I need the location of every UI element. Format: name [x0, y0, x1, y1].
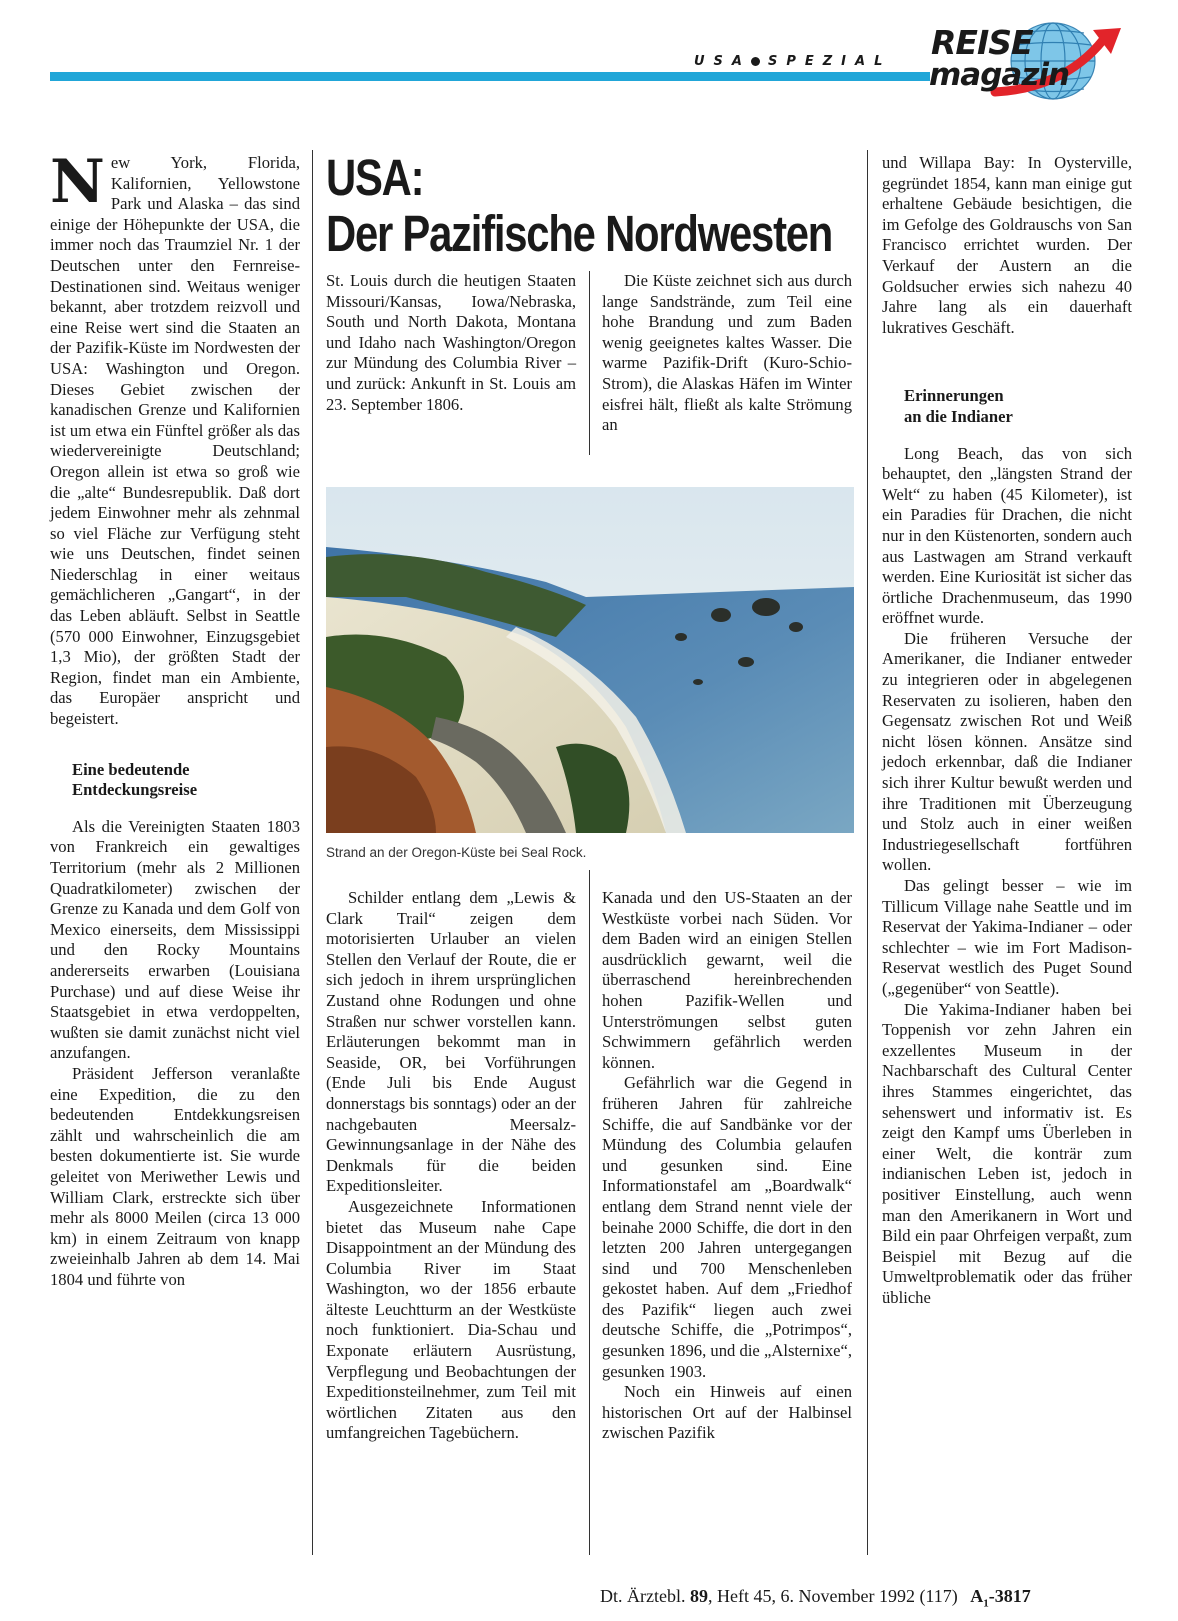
lead-paragraph: [50, 147, 300, 730]
logo-reise: REISE: [931, 23, 1033, 62]
kicker-spezial: SPEZIAL: [767, 53, 892, 69]
kicker-dot-icon: [751, 57, 760, 66]
column-2-top: [326, 271, 576, 415]
page-sub: 1: [983, 1597, 989, 1610]
photo-caption: Strand an der Oregon-Küste bei Seal Rock.: [326, 845, 587, 860]
column-4: [882, 153, 1132, 1308]
issue-info: , Heft 45, 6. November 1992 (117): [707, 1586, 958, 1606]
page-prefix: A: [970, 1586, 984, 1606]
lead-text: ew York, Florida, Kalifornien, Yellowstone Park und Alaska – das sind einige der Höhepunkte der USA, die immer noch das Traumziel Nr. 1 der Deutschen unter den Fernreise-Destinationen sind. Weitaus weniger bekannt, aber trotzdem reizvoll und eine Reise wert sind die Staaten an der Pazifik-Küste im Nordwesten der USA: Washington und Oregon. Dieses Gebiet zwischen der kanadischen Grenze und Kalifornien ist um etwa ein Fünftel größer als das wiedervereinigte Deutschland; Oregon allein ist etwa so groß wie die „alte“ Bundesrepublik. Daß dort jedem Einwohner mehr als zehnmal so viel Fläche zur Verfügung steht wie uns Deutschen, findet seinen Niederschlag in einer weitaus gemächlicheren „Gangart“, in der das Leben abläuft. Selbst in Seattle (570 000 Einwohner, Einzugsgebiet 1,3 Mio), der größten Stadt der Region, findet man ein Ambiente, das Europäer anspricht und begeistert.: [50, 153, 300, 729]
subhead-indianer: [904, 386, 1132, 427]
page-number: -3817: [988, 1586, 1031, 1606]
paragraph: Präsident Jefferson veranlaßte eine Expedition, die zu den bedeutenden Entdekkungsreisen zählt und wahrscheinlich die am besten dokumentierte ist. Sie wurde geleitet von Meriwether Lewis und William Clark, erstreckte sich über mehr als 8000 Meilen (circa 13 000 km) in einem Zeitraum von knapp zweieinhalb Jahren ab dem 14. Mai 1804 und führte von: [50, 1063, 300, 1289]
paragraph: Ausgezeichnete Informationen bietet das Museum nahe Cape Disappointment an der Mündung des Columbia River im Staat Washington, wo der 1856 erbaute älteste Leuchtturm an der Westküste noch funktioniert. Dia-Schau und Exponate erläutern Ausrüstung, Verpflegung und Beobachtungen der Expeditionsteilnehmer, zum Teil mit wörtlichen Zitaten aus den umfangreichen Tagebüchern.: [326, 1196, 576, 1443]
paragraph: und Willapa Bay: In Oysterville, gegründet 1854, kann man einige gut erhaltene Gebäude besichtigen, die im Gefolge des Goldrauschs von San Francisco errichtet wurden. Der Verkauf der Austern an die Goldsucher erwies sich nahezu 40 Jahre lang als ein dauerhaft lukratives Geschäft.: [882, 153, 1132, 337]
beach-photo: [326, 487, 854, 833]
column-2-bottom: [326, 888, 576, 1444]
subhead-line-1: Erinnerungen: [904, 386, 1004, 406]
subhead-line-2: Entdeckungsreise: [72, 780, 198, 800]
column-rule-2b: [589, 870, 590, 1555]
paragraph: Long Beach, das von sich behauptet, den „längsten Strand der Welt“ zu haben (45 Kilometer), ist ein Paradies für Drachen, die nicht nur in den Küstenorten, sondern auch aus Lastwagen am Strand verkauft werden. Eine Kuriosität ist sicher das örtliche Drachenmuseum, das 1990 eröffnet wurde.: [882, 443, 1132, 628]
column-1: [50, 147, 300, 1290]
paragraph: Schilder entlang dem „Lewis & Clark Trail“ zeigen dem motorisierten Urlauber an vielen Stellen den Verlauf der Route, die er sich jedoch in ihrem ursprünglichen Zustand ohne Rodungen und ohne Straßen nur schwer vorstellen kann. Erläuterungen bekommt man in Seaside, OR, bei Vorführungen (Ende Juli bis Ende August donnerstags bis sonntags) oder an der nachgebauten Meersalz-Gewinnungsanlage in der Nähe des Denkmals für die beiden Expeditionsleiter.: [326, 888, 576, 1196]
paragraph: Noch ein Hinweis auf einen historischen Ort auf der Halbinsel zwischen Pazifik: [602, 1382, 852, 1443]
subhead-entdeckungsreise: [72, 760, 300, 801]
volume-number: 89: [689, 1586, 708, 1606]
logo-magazin: magazin: [929, 57, 1070, 93]
paragraph: St. Louis durch die heutigen Staaten Missouri/Kansas, Iowa/Nebraska, South und North Dakota, Montana und Idaho nach Washington/Oregon zur Mündung des Columbia River – und zurück: Ankunft in St. Louis am 23. September 1806.: [326, 271, 576, 414]
paragraph: Als die Vereinigten Staaten 1803 von Frankreich ein gewaltiges Territorium (mehr als 2 Millionen Quadratkilometer) zwischen der Grenze zu Kanada und dem Golf von Mexico einerseits, dem Mississippi und den Rocky Mountains andererseits erwarben (Louisiana Purchase) und auf diese Weise ihr Staatsgebiet in etwa verdoppelten, wußten sie damit zunächst nicht viel anzufangen.: [50, 816, 300, 1063]
paragraph: Gefährlich war die Gegend in früheren Jahren für zahlreiche Schiffe, die auf Sandbänke vor der Mündung des Columbia gelaufen und gesunken sind. Eine Informationstafel am „Boardwalk“ entlang dem Strand nennt viele der beinahe 2000 Schiffe, die dort in den letzten 200 Jahren untergegangen sind und 700 Menschenleben gekostet haben. Auf dem „Friedhof des Pazifik“ liegen auch zwei deutsche Schiffe, die „Potrimpos“, gesunken 1896, und die „Alsternixe“, gesunken 1903.: [602, 1073, 852, 1381]
reise-magazin-logo: [925, 20, 1147, 102]
column-3-top: [602, 271, 852, 436]
subhead-line-2: an die Indianer: [904, 406, 1013, 426]
column-rule-1: [312, 150, 313, 1555]
kicker-usa: USA: [694, 53, 751, 69]
paragraph: Kanada und den US-Staaten an der Westküste vorbei nach Süden. Vor dem Baden wird an einigen Stellen ausdrücklich gewarnt, weil die überraschend hereinbrechenden hohen Pazifik-Wellen und Unterströmungen selbst guten Schwimmern gefährlich werden können.: [602, 888, 852, 1072]
column-rule-3: [867, 150, 868, 1555]
title-line-1: USA:: [326, 149, 424, 206]
paragraph: Die Küste zeichnet sich aus durch lange Sandstrände, zum Teil eine hohe Brandung und zum Baden wenig geeignetes kaltes Wasser. Die warme Pazifik-Drift (Kuro-Schio-Strom), die Alaskas Häfen im Winter eisfrei hält, fließt als kalte Strömung an: [602, 271, 852, 435]
journal-name: Dt. Ärztebl.: [600, 1586, 686, 1606]
column-3-bottom: [602, 888, 852, 1444]
subhead-line-1: Eine bedeutende: [72, 759, 190, 779]
column-rule-2a: [589, 271, 590, 455]
paragraph: Das gelingt besser – wie im Tillicum Village nahe Seattle und im Reservat der Yakima-Indianer – oder schlechter – wie im Fort Madison-Reservat westlich des Puget Sound („gegenüber“ von Seattle).: [882, 876, 1132, 998]
title-line-2: Der Pazifische Nordwesten: [326, 205, 833, 262]
oregon-coast-photo: [326, 487, 854, 833]
paragraph: Die früheren Versuche der Amerikaner, die Indianer entweder zu integrieren oder in abgelegenen Reservaten zu isolieren, haben den Gegensatz zwischen Rot und Weiß nicht lösen können. Ansätze sind jedoch erkennbar, daß die Indianer sich ihrer Kultur bewußt werden und ihre Traditionen mit Überzeugung und Stolz auch in einer weißen Industriegesellschaft fortführen wollen.: [882, 628, 1132, 875]
article-title: [326, 149, 833, 262]
header-rule: [50, 72, 930, 81]
page-footer: [600, 1586, 1031, 1610]
paragraph: Die Yakima-Indianer haben bei Toppenish vor zehn Jahren ein exzellentes Museum in der Nachbarschaft des Cultural Center ihres Stammes eingerichtet, das sehenswert und informativ ist. Es zeigt den Kampf ums Überleben in einer Welt, die konträr zum indianischen Leben ist, jedoch in positiver Einstellung, auch wenn man den Amerikanern in Wort und Bild ein paar Ohrfeigen verpaßt, zum Beispiel mit Bezug auf die Umweltproblematik oder das früher übliche: [882, 999, 1132, 1307]
drop-cap: N: [50, 147, 105, 217]
